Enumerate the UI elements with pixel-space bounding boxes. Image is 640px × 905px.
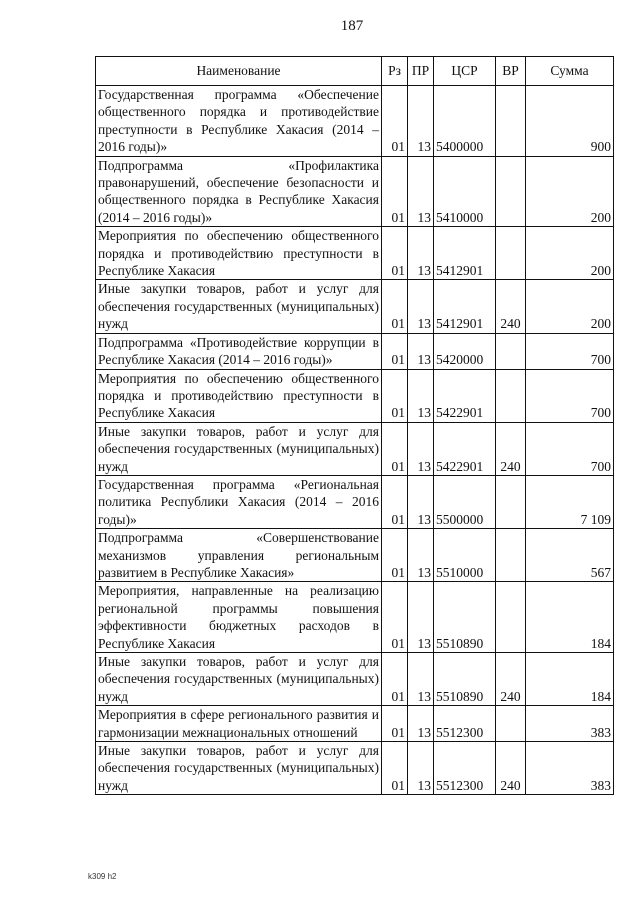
cell-name: Мероприятия по обеспечению общественного порядка и противодействию преступности в Республике Хакасия <box>96 369 382 422</box>
cell-sum: 700 <box>526 369 614 422</box>
cell-sum: 200 <box>526 227 614 280</box>
cell-vr <box>496 86 526 157</box>
cell-name: Подпрограмма «Совершенствование механизмов управления региональным развитием в Республике Хакасия» <box>96 529 382 582</box>
cell-vr <box>496 333 526 369</box>
cell-rz: 01 <box>382 582 408 653</box>
cell-sum: 383 <box>526 706 614 742</box>
cell-csr: 5510890 <box>434 653 496 706</box>
cell-rz: 01 <box>382 653 408 706</box>
header-name: Наименование <box>96 57 382 86</box>
cell-rz: 01 <box>382 280 408 333</box>
cell-vr: 240 <box>496 742 526 795</box>
table-row <box>96 529 614 582</box>
cell-sum: 900 <box>526 86 614 157</box>
cell-name: Мероприятия по обеспечению общественного порядка и противодействию преступности в Республике Хакасия <box>96 227 382 280</box>
cell-sum: 567 <box>526 529 614 582</box>
page-number: 187 <box>340 18 364 34</box>
table-row <box>96 653 614 706</box>
cell-csr: 5422901 <box>434 422 496 475</box>
cell-rz: 01 <box>382 227 408 280</box>
cell-vr: 240 <box>496 422 526 475</box>
table-row <box>96 742 614 795</box>
cell-pr: 13 <box>408 653 434 706</box>
cell-name: Государственная программа «Региональная политика Республики Хакасия (2014 – 2016 годы)» <box>96 475 382 528</box>
cell-name: Иные закупки товаров, работ и услуг для обеспечения государственных (муниципальных) нужд <box>96 742 382 795</box>
cell-rz: 01 <box>382 156 408 227</box>
cell-rz: 01 <box>382 422 408 475</box>
cell-sum: 200 <box>526 280 614 333</box>
table-row <box>96 422 614 475</box>
cell-pr: 13 <box>408 280 434 333</box>
cell-csr: 5510000 <box>434 529 496 582</box>
cell-vr <box>496 706 526 742</box>
cell-name: Государственная программа «Обеспечение общественного порядка и противодействие преступности в Республике Хакасия (2014 – 2016 годы)» <box>96 86 382 157</box>
table-row <box>96 227 614 280</box>
table-row <box>96 156 614 227</box>
cell-pr: 13 <box>408 86 434 157</box>
cell-rz: 01 <box>382 475 408 528</box>
cell-name: Иные закупки товаров, работ и услуг для обеспечения государственных (муниципальных) нужд <box>96 280 382 333</box>
table-row <box>96 369 614 422</box>
cell-csr: 5512300 <box>434 742 496 795</box>
cell-pr: 13 <box>408 706 434 742</box>
cell-sum: 7 109 <box>526 475 614 528</box>
header-csr: ЦСР <box>434 57 496 86</box>
cell-csr: 5422901 <box>434 369 496 422</box>
header-sum: Сумма <box>526 57 614 86</box>
cell-csr: 5412901 <box>434 280 496 333</box>
cell-pr: 13 <box>408 156 434 227</box>
cell-rz: 01 <box>382 742 408 795</box>
cell-pr: 13 <box>408 333 434 369</box>
budget-table <box>95 56 614 795</box>
cell-name: Иные закупки товаров, работ и услуг для обеспечения государственных (муниципальных) нужд <box>96 653 382 706</box>
cell-vr <box>496 369 526 422</box>
cell-pr: 13 <box>408 422 434 475</box>
header-vr: ВР <box>496 57 526 86</box>
table-row <box>96 706 614 742</box>
cell-rz: 01 <box>382 706 408 742</box>
cell-vr: 240 <box>496 280 526 333</box>
cell-sum: 184 <box>526 582 614 653</box>
cell-sum: 700 <box>526 422 614 475</box>
table-row <box>96 280 614 333</box>
cell-csr: 5510890 <box>434 582 496 653</box>
cell-name: Мероприятия в сфере регионального развития и гармонизации межнациональных отношений <box>96 706 382 742</box>
cell-pr: 13 <box>408 475 434 528</box>
cell-rz: 01 <box>382 86 408 157</box>
cell-name: Подпрограмма «Противодействие коррупции в Республике Хакасия (2014 – 2016 годы)» <box>96 333 382 369</box>
cell-pr: 13 <box>408 742 434 795</box>
cell-vr <box>496 156 526 227</box>
table-row <box>96 86 614 157</box>
cell-csr: 5400000 <box>434 86 496 157</box>
cell-name: Мероприятия, направленные на реализацию региональной программы повышения эффективности бюджетных расходов в Республике Хакасия <box>96 582 382 653</box>
cell-rz: 01 <box>382 529 408 582</box>
table-header-row <box>96 57 614 86</box>
cell-vr: 240 <box>496 653 526 706</box>
cell-csr: 5410000 <box>434 156 496 227</box>
cell-name: Подпрограмма «Профилактика правонарушений, обеспечение безопасности и общественного порядка в Республике Хакасия (2014 – 2016 годы)» <box>96 156 382 227</box>
cell-vr <box>496 227 526 280</box>
cell-vr <box>496 529 526 582</box>
cell-rz: 01 <box>382 369 408 422</box>
cell-pr: 13 <box>408 227 434 280</box>
header-pr: ПР <box>408 57 434 86</box>
table-row <box>96 582 614 653</box>
cell-vr <box>496 475 526 528</box>
header-rz: Рз <box>382 57 408 86</box>
cell-csr: 5500000 <box>434 475 496 528</box>
cell-pr: 13 <box>408 582 434 653</box>
table-row <box>96 475 614 528</box>
footer-code: k309 h2 <box>88 872 117 881</box>
cell-sum: 383 <box>526 742 614 795</box>
cell-pr: 13 <box>408 529 434 582</box>
cell-vr <box>496 582 526 653</box>
cell-csr: 5512300 <box>434 706 496 742</box>
cell-pr: 13 <box>408 369 434 422</box>
table-row <box>96 333 614 369</box>
cell-sum: 700 <box>526 333 614 369</box>
cell-sum: 184 <box>526 653 614 706</box>
cell-name: Иные закупки товаров, работ и услуг для обеспечения государственных (муниципальных) нужд <box>96 422 382 475</box>
cell-csr: 5412901 <box>434 227 496 280</box>
cell-csr: 5420000 <box>434 333 496 369</box>
cell-rz: 01 <box>382 333 408 369</box>
cell-sum: 200 <box>526 156 614 227</box>
